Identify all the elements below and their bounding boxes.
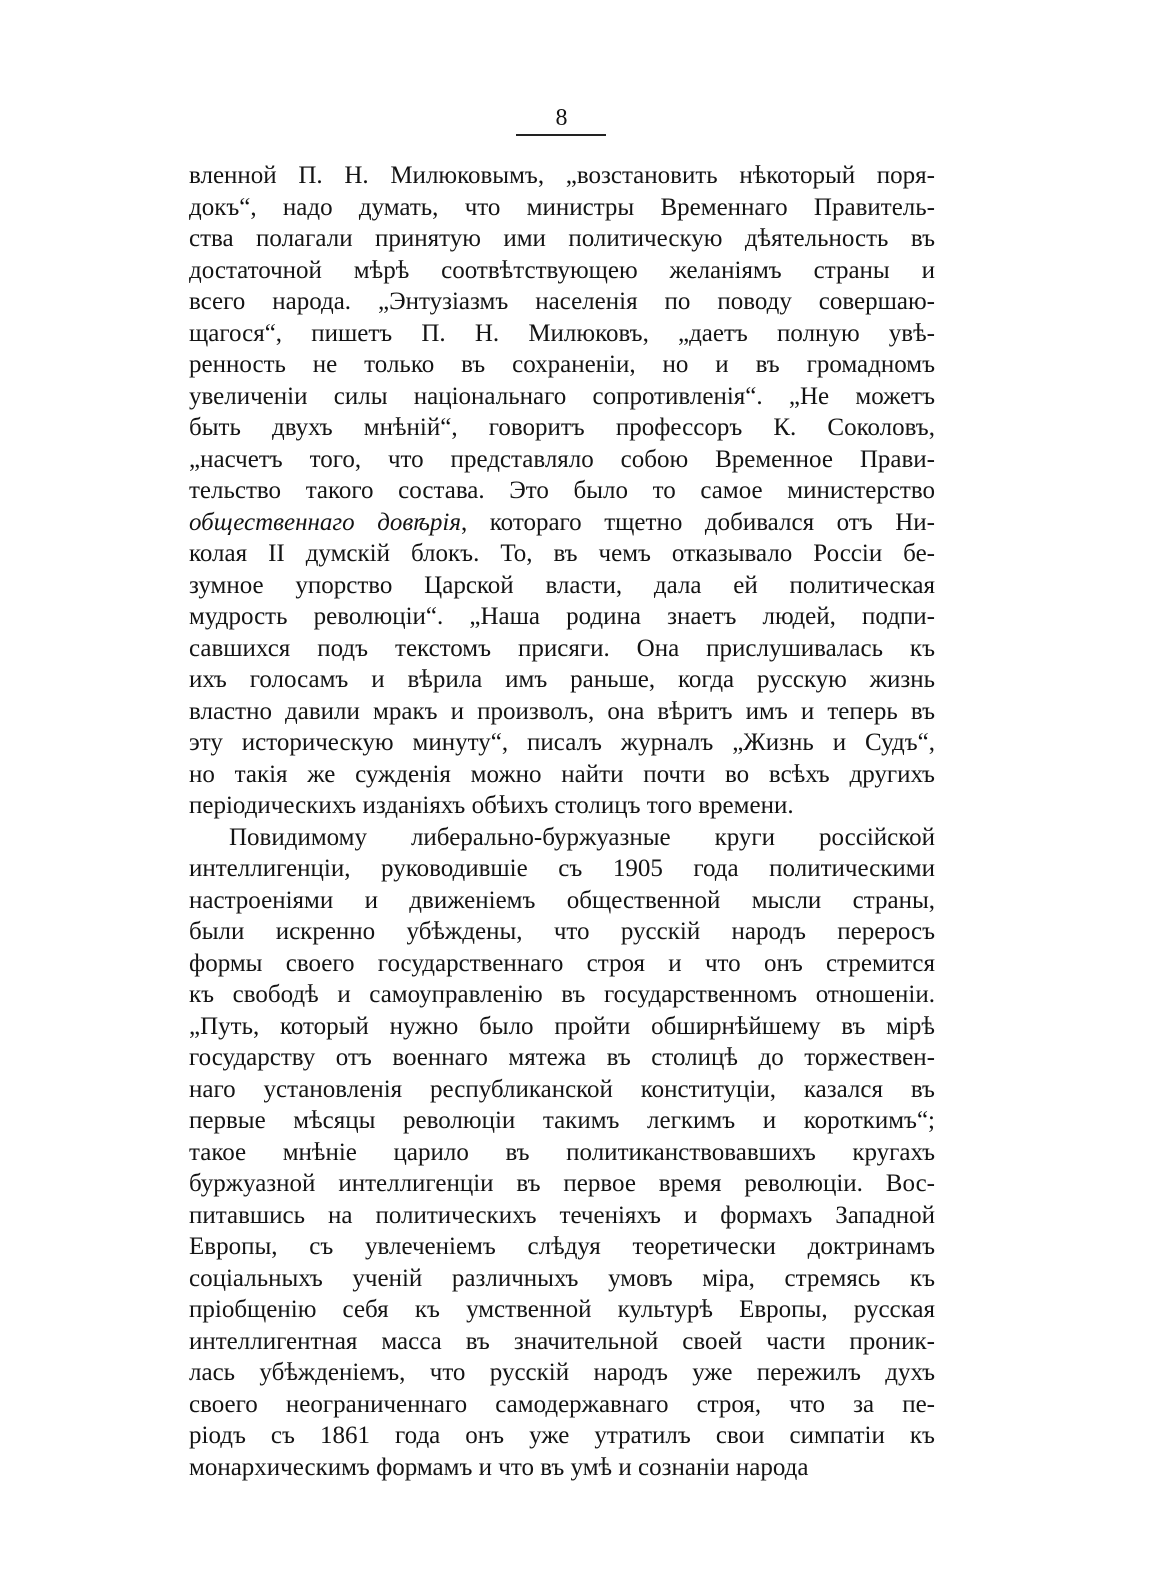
text-line: ихъ голосамъ и вѣрила имъ раньше, когда русскую жизнь [189, 666, 935, 693]
text-line: къ свободѣ и самоуправленію въ государственномъ отношеніи. [189, 981, 935, 1008]
text-line: вленной П. Н. Милюковымъ, „возстановить нѣкоторый поря- [189, 162, 935, 189]
text-line: всего народа. „Энтузіазмъ населенія по поводу совершаю- [189, 288, 935, 315]
line-remainder: , котораго тщетно добивался отъ Ни- [460, 508, 935, 536]
text-line: питавшись на политическихъ теченіяхъ и формахъ Западной [189, 1201, 935, 1229]
text-line: соціальныхъ ученій различныхъ умовъ міра, стремясь къ [189, 1264, 935, 1292]
italic-phrase: общественнаго довѣрія [189, 508, 461, 536]
text-line: пріобщенію себя къ умственной культурѣ Европы, русская [189, 1296, 935, 1323]
text-line: „Путь, который нужно было пройти обширнѣйшему въ мірѣ [189, 1012, 935, 1040]
text-line: докъ“, надо думать, что министры Временнаго Правитель- [189, 193, 935, 221]
text-line: Повидимому либерально-буржуазные круги россійской [229, 823, 935, 851]
text-line: колая II думскій блокъ. То, въ чемъ отказывало Россіи бе- [189, 540, 935, 567]
text-line: ства полагали принятую ими политическую дѣятельность въ [189, 225, 935, 252]
paragraph [189, 160, 935, 822]
text-line: эту историческую минуту“, писалъ журналъ „Жизнь и Судъ“, [189, 729, 935, 756]
text-line: своего неограниченнаго самодержавнаго строя, что за пе- [189, 1390, 935, 1418]
text-line: щагося“, пишетъ П. Н. Милюковъ, „даетъ полную увѣ- [189, 319, 935, 347]
text-line: были искренно убѣждены, что русскій народъ переросъ [189, 918, 935, 945]
text-line: буржуазной интеллигенціи въ первое время революціи. Вос- [189, 1170, 935, 1197]
text-line: интеллигенціи, руководившіе съ 1905 года политическими [189, 855, 935, 882]
text-line: савшихся подъ текстомъ присяги. Она прислушивалась къ [189, 634, 935, 662]
text-line [189, 507, 935, 539]
text-line: мудрость революціи“. „Наша родина знаетъ людей, подпи- [189, 603, 935, 630]
text-line: зумное упорство Царской власти, дала ей политическая [189, 571, 935, 599]
text-line: лась убѣжденіемъ, что русскій народъ уже пережилъ духъ [189, 1359, 935, 1386]
text-line: такое мнѣніе царило въ политиканствовавшихъ кругахъ [189, 1138, 935, 1166]
text-line: формы своего государственнаго строя и что онъ стремится [189, 949, 935, 977]
text-line: властно давили мракъ и произволъ, она вѣритъ имъ и теперь въ [189, 697, 935, 725]
text-line: Европы, съ увлеченіемъ слѣдуя теоретически доктринамъ [189, 1233, 935, 1260]
text-line: увеличеніи силы національнаго сопротивленія“. „Не можетъ [189, 382, 935, 410]
text-line: первые мѣсяцы революціи такимъ легкимъ и короткимъ“; [189, 1107, 935, 1134]
text-line: наго установленія республиканской конституціи, казался въ [189, 1075, 935, 1103]
page-number: 8 [555, 105, 568, 131]
text-line: государству отъ военнаго мятежа въ столицѣ до торжествен- [189, 1044, 935, 1071]
paragraph [189, 822, 935, 1484]
text-line: ренность не только въ сохраненіи, но и въ громадномъ [189, 351, 935, 378]
text-line: періодическихъ изданіяхъ обѣихъ столицъ того времени. [189, 792, 794, 819]
text-line: тельство такого состава. Это было то самое министерство [189, 477, 935, 504]
text-line: достаточной мѣрѣ соотвѣтствующею желаніямъ страны и [189, 256, 935, 284]
page-number-rule [516, 134, 606, 136]
text-line: интеллигентная масса въ значительной своей части проник- [189, 1327, 935, 1355]
text-line: но такія же сужденія можно найти почти во всѣхъ другихъ [189, 760, 935, 788]
body-text [189, 160, 935, 1483]
text-line: быть двухъ мнѣній“, говоритъ профессоръ К. Соколовъ, [189, 414, 935, 441]
text-line: „насчетъ того, что представляло собою Временное Прави- [189, 445, 935, 473]
text-line: ріодъ съ 1861 года онъ уже утратилъ свои симпатіи къ [189, 1422, 935, 1449]
text-line: монархическимъ формамъ и что въ умѣ и сознаніи народа [189, 1453, 809, 1481]
text-line: настроеніями и движеніемъ общественной мысли страны, [189, 886, 935, 914]
